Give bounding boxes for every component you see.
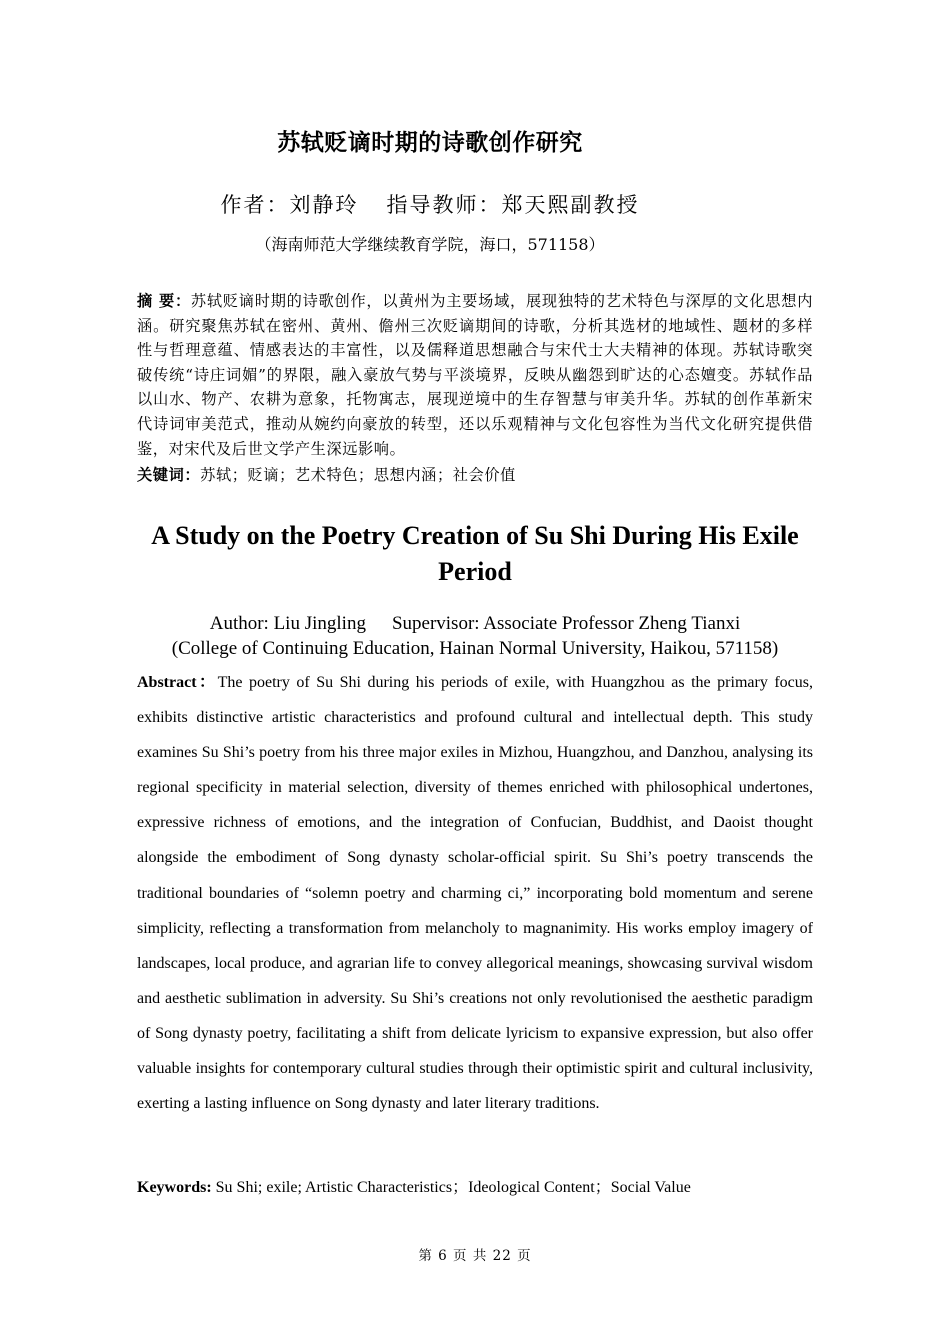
chinese-abstract-label: 摘 要： xyxy=(137,292,191,310)
english-keywords-label: Keywords: xyxy=(137,1179,212,1196)
page-number: 第 6 页 共 22 页 xyxy=(418,1248,532,1264)
english-affiliation: (College of Continuing Education, Hainan Normal University, Haikou, 571158) xyxy=(171,638,779,659)
chinese-author-line xyxy=(180,189,680,219)
chinese-keywords-text: 苏轼；贬谪；艺术特色；思想内涵；社会价值 xyxy=(200,466,516,484)
english-keywords xyxy=(137,1176,813,1200)
english-title xyxy=(120,518,830,590)
english-abstract-text: The poetry of Su Shi during his periods of exile, with Huangzhou as the primary focus, exhibits distinctive artistic characteristics and profound cultural and intellectual depth. This study examines Su Shi’s poetry from his three major exiles in Mizhou, Huangzhou, and Danzhou, analysing its regional specificity in material selection, diversity of themes enriched with philosophical undertones, expressive richness of emotions, and the integration of Confucian, Buddhist, and Daoist thought alongside the embodiment of Song dynasty scholar-official spirit. Su Shi’s poetry transcends the traditional boundaries of “solemn poetry and charming ci,” incorporating bold momentum and serene simplicity, reflecting a transformation from melancholy to magnanimity. His works employ imagery of landscapes, local produce, and agrarian life to convey allegorical meanings, showcasing survival wisdom and aesthetic sublimation in adversity. Su Shi’s creations not only revolutionised the aesthetic paradigm of Song dynasty poetry, facilitating a shift from delicate lyricism to expansive expression, but also offer valuable insights for contemporary cultural studies through their optimistic spirit and cultural inclusivity, exerting a lasting influence on Song dynasty and later literary traditions. xyxy=(137,674,813,1113)
chinese-keywords xyxy=(137,464,813,485)
chinese-affiliation: （海南师范大学继续教育学院，海口，571158） xyxy=(255,235,605,254)
chinese-abstract xyxy=(137,289,813,461)
english-keywords-text: Su Shi; exile; Artistic Characteristics；Ideological Content；Social Value xyxy=(215,1179,691,1196)
english-title-line1: A Study on the Poetry Creation of Su Shi During His Exile xyxy=(151,521,799,550)
english-supervisor: Supervisor: Associate Professor Zheng Tianxi xyxy=(391,613,741,634)
chinese-abstract-text: 苏轼贬谪时期的诗歌创作，以黄州为主要场域，展现独特的艺术特色与深厚的文化思想内涵。研究聚焦苏轼在密州、黄州、儋州三次贬谪期间的诗歌，分析其选材的地域性、题材的多样性与哲理意蕴、情感表达的丰富性，以及儒释道思想融合与宋代士大夫精神的体现。苏轼诗歌突破传统“诗庄词媚”的界限，融入豪放气势与平淡境界，反映从幽怨到旷达的心态嬗变。苏轼作品以山水、物产、农耕为意象，托物寓志，展现逆境中的生存智慧与审美升华。苏轼的创作革新宋代诗词审美范式，推动从婉约向豪放的转型，还以乐观精神与文化包容性为当代文化研究提供借鉴，对宋代及后世文学产生深远影响。 xyxy=(137,292,813,458)
english-abstract-label: Abstract： xyxy=(137,674,218,691)
english-abstract xyxy=(137,665,813,1121)
english-author: Author: Liu Jingling xyxy=(209,613,366,634)
chinese-title: 苏轼贬谪时期的诗歌创作研究 xyxy=(277,130,583,156)
english-author-line xyxy=(120,612,830,636)
chinese-keywords-label: 关键词： xyxy=(137,466,201,484)
chinese-supervisor: 指导教师：郑天熙副教授 xyxy=(386,193,640,217)
english-title-line2: Period xyxy=(438,557,512,586)
chinese-author: 作者：刘静玲 xyxy=(220,193,359,217)
